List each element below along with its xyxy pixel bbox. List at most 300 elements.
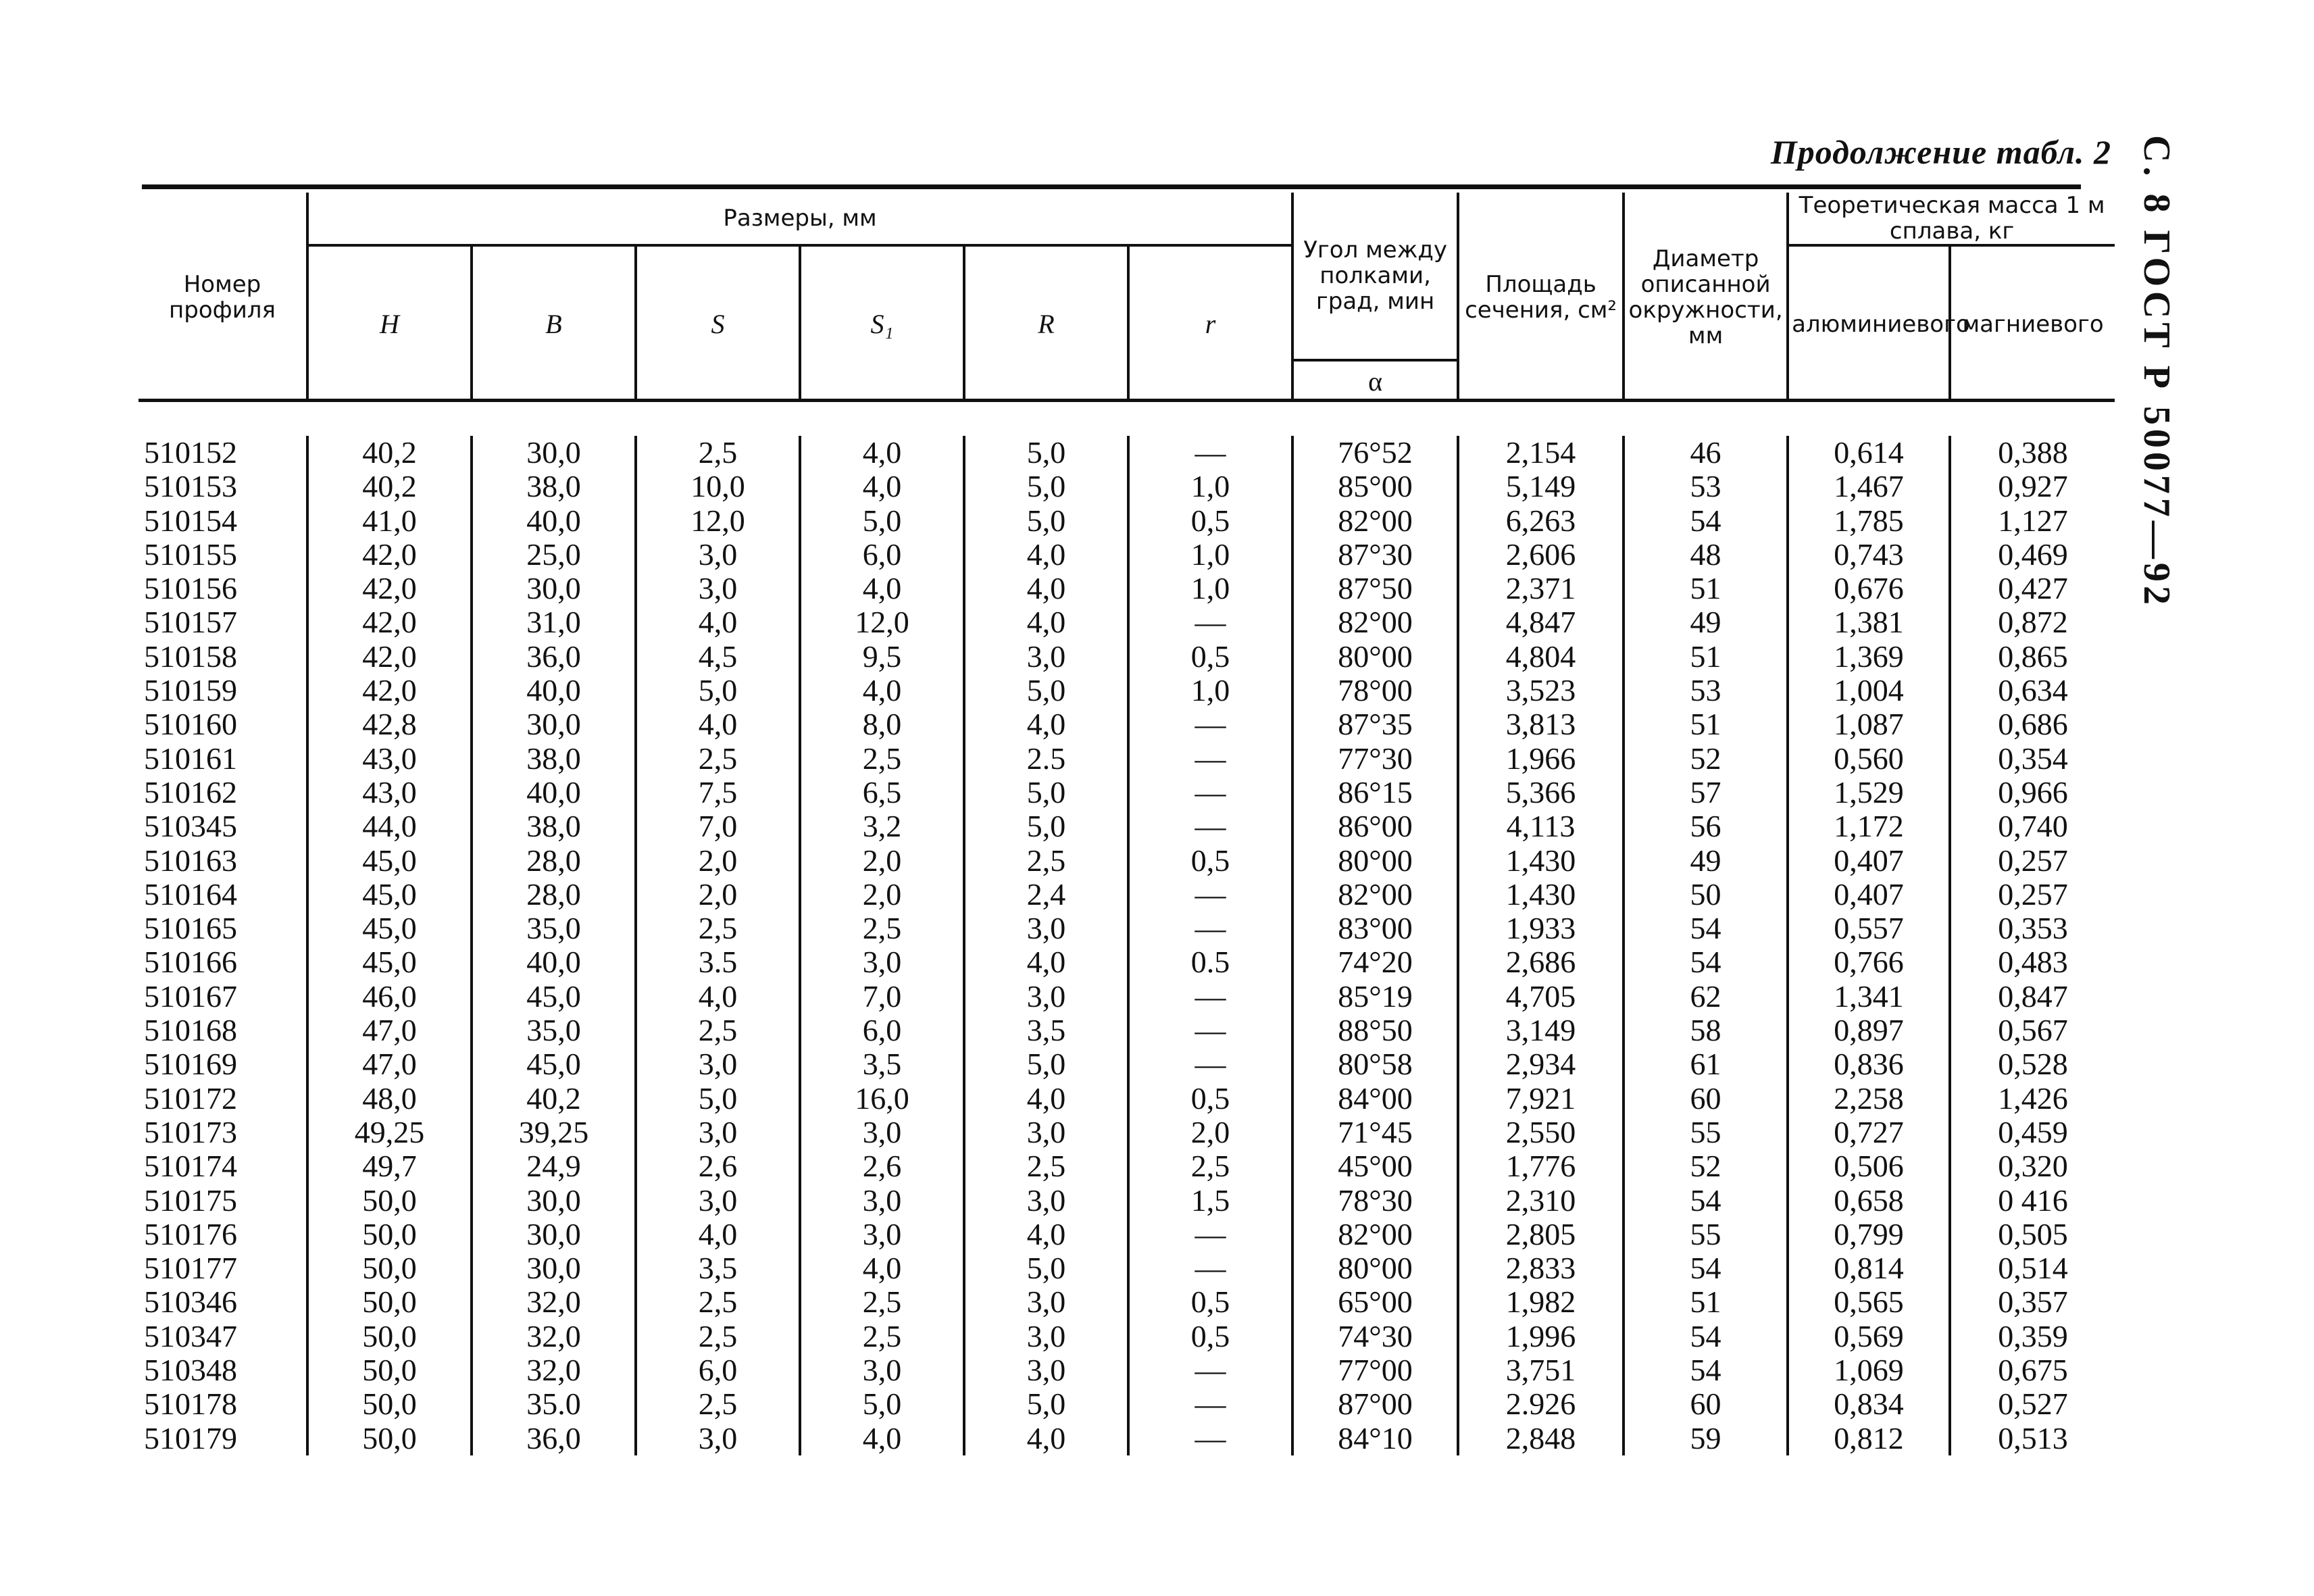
cell-small-r: — bbox=[1128, 878, 1292, 912]
cell-mass-aluminum: 1,369 bbox=[1788, 640, 1950, 674]
table-row bbox=[139, 1387, 2115, 1421]
cell-diameter: 51 bbox=[1624, 572, 1788, 605]
cell-diameter: 55 bbox=[1624, 1218, 1788, 1251]
cell-h: 50,0 bbox=[307, 1422, 472, 1455]
cell-profile-number: 510167 bbox=[144, 978, 237, 1014]
cell-b: 30,0 bbox=[472, 572, 636, 605]
cell-s1: 3,0 bbox=[800, 1116, 964, 1149]
cell-small-r: — bbox=[1128, 1422, 1292, 1455]
cell-diameter: 59 bbox=[1624, 1422, 1788, 1455]
cell-diameter: 56 bbox=[1624, 809, 1788, 843]
cell-h: 45,0 bbox=[307, 878, 472, 912]
cell-s1: 9,5 bbox=[800, 640, 964, 674]
cell-s1: 3,0 bbox=[800, 1218, 964, 1251]
cell-mass-aluminum: 1,087 bbox=[1788, 707, 1950, 741]
cell-angle: 82°00 bbox=[1292, 1218, 1458, 1251]
table-row bbox=[139, 844, 2115, 878]
header-aluminum: алюминиевого bbox=[1788, 245, 1950, 402]
cell-mass-magnesium: 0,359 bbox=[1950, 1320, 2115, 1353]
cell-diameter: 51 bbox=[1624, 640, 1788, 674]
cell-profile-number: 510163 bbox=[144, 843, 237, 878]
cell-mass-magnesium: 0,527 bbox=[1950, 1387, 2115, 1421]
cell-angle: 77°30 bbox=[1292, 742, 1458, 776]
cell-angle: 77°00 bbox=[1292, 1353, 1458, 1387]
cell-small-r: — bbox=[1128, 1387, 1292, 1421]
cell-mass-magnesium: 0,459 bbox=[1950, 1116, 2115, 1149]
cell-s1: 4,0 bbox=[800, 674, 964, 707]
cell-h: 44,0 bbox=[307, 809, 472, 843]
cell-profile-number: 510164 bbox=[144, 876, 237, 912]
cell-area: 1,430 bbox=[1458, 844, 1624, 878]
cell-s: 4,0 bbox=[636, 707, 800, 741]
cell-profile-number: 510155 bbox=[144, 537, 237, 572]
header-alpha: α bbox=[1292, 360, 1458, 402]
cell-big-r: 5,0 bbox=[964, 1251, 1128, 1285]
cell-s: 2,5 bbox=[636, 1387, 800, 1421]
cell-mass-aluminum: 0,799 bbox=[1788, 1218, 1950, 1251]
cell-profile-number: 510174 bbox=[144, 1149, 237, 1184]
cell-mass-aluminum: 0,407 bbox=[1788, 844, 1950, 878]
cell-mass-magnesium: 0,357 bbox=[1950, 1285, 2115, 1319]
header-theoretical-mass: Теоретическая масса 1 м сплава, кг bbox=[1788, 193, 2115, 245]
cell-s: 2,0 bbox=[636, 844, 800, 878]
table-row bbox=[139, 1014, 2115, 1047]
cell-profile-number: 510175 bbox=[144, 1182, 237, 1218]
cell-s1: 12,0 bbox=[800, 605, 964, 639]
cell-b: 30,0 bbox=[472, 707, 636, 741]
cell-diameter: 48 bbox=[1624, 538, 1788, 572]
cell-angle: 87°30 bbox=[1292, 538, 1458, 572]
cell-area: 4,804 bbox=[1458, 640, 1624, 674]
cell-s: 2,5 bbox=[636, 1014, 800, 1047]
cell-s: 7,5 bbox=[636, 776, 800, 809]
cell-big-r: 2.5 bbox=[964, 742, 1128, 776]
cell-angle: 78°00 bbox=[1292, 674, 1458, 707]
table-row bbox=[139, 1320, 2115, 1353]
cell-h: 45,0 bbox=[307, 945, 472, 979]
cell-b: 35,0 bbox=[472, 1014, 636, 1047]
cell-b: 38,0 bbox=[472, 809, 636, 843]
header-H: H bbox=[307, 245, 472, 402]
cell-h: 40,2 bbox=[307, 470, 472, 503]
cell-area: 2,934 bbox=[1458, 1047, 1624, 1081]
cell-big-r: 4,0 bbox=[964, 572, 1128, 605]
cell-profile-number: 510168 bbox=[144, 1013, 237, 1048]
cell-b: 35,0 bbox=[472, 912, 636, 945]
header-B: B bbox=[472, 245, 636, 402]
cell-diameter: 60 bbox=[1624, 1387, 1788, 1421]
cell-b: 36,0 bbox=[472, 1422, 636, 1455]
cell-big-r: 3,0 bbox=[964, 912, 1128, 945]
cell-angle: 65°00 bbox=[1292, 1285, 1458, 1319]
cell-big-r: 3,5 bbox=[964, 1014, 1128, 1047]
cell-mass-magnesium: 1,127 bbox=[1950, 504, 2115, 538]
cell-angle: 87°50 bbox=[1292, 572, 1458, 605]
cell-s1: 3,0 bbox=[800, 945, 964, 979]
cell-s1: 6,0 bbox=[800, 538, 964, 572]
cell-h: 45,0 bbox=[307, 912, 472, 945]
cell-h: 42,0 bbox=[307, 640, 472, 674]
cell-big-r: 4,0 bbox=[964, 1082, 1128, 1116]
cell-big-r: 5,0 bbox=[964, 1047, 1128, 1081]
cell-mass-aluminum: 0,836 bbox=[1788, 1047, 1950, 1081]
cell-s: 12,0 bbox=[636, 504, 800, 538]
cell-h: 46,0 bbox=[307, 980, 472, 1014]
cell-b: 38,0 bbox=[472, 742, 636, 776]
table-row bbox=[139, 1251, 2115, 1285]
cell-mass-aluminum: 0,560 bbox=[1788, 742, 1950, 776]
cell-small-r: 0.5 bbox=[1128, 945, 1292, 979]
cell-area: 3,751 bbox=[1458, 1353, 1624, 1387]
cell-area: 1,430 bbox=[1458, 878, 1624, 912]
cell-angle: 82°00 bbox=[1292, 605, 1458, 639]
cell-small-r: 0,5 bbox=[1128, 1320, 1292, 1353]
table-row bbox=[139, 980, 2115, 1014]
cell-b: 45,0 bbox=[472, 980, 636, 1014]
cell-mass-aluminum: 1,004 bbox=[1788, 674, 1950, 707]
cell-area: 2,686 bbox=[1458, 945, 1624, 979]
cell-h: 42,0 bbox=[307, 572, 472, 605]
cell-s: 2,5 bbox=[636, 436, 800, 470]
cell-mass-magnesium: 0,927 bbox=[1950, 470, 2115, 503]
cell-profile-number: 510169 bbox=[144, 1047, 237, 1082]
table-row bbox=[139, 470, 2115, 503]
cell-big-r: 2,4 bbox=[964, 878, 1128, 912]
table-row bbox=[139, 436, 2115, 470]
cell-s1: 2,5 bbox=[800, 742, 964, 776]
cell-b: 39,25 bbox=[472, 1116, 636, 1149]
cell-area: 2,848 bbox=[1458, 1422, 1624, 1455]
cell-b: 32,0 bbox=[472, 1320, 636, 1353]
cell-small-r: 0,5 bbox=[1128, 504, 1292, 538]
cell-mass-aluminum: 0,727 bbox=[1788, 1116, 1950, 1149]
cell-angle: 86°00 bbox=[1292, 809, 1458, 843]
cell-small-r: — bbox=[1128, 1251, 1292, 1285]
cell-b: 45,0 bbox=[472, 1047, 636, 1081]
cell-big-r: 5,0 bbox=[964, 436, 1128, 470]
cell-diameter: 54 bbox=[1624, 504, 1788, 538]
cell-s1: 2,5 bbox=[800, 1320, 964, 1353]
cell-h: 50,0 bbox=[307, 1184, 472, 1218]
cell-s: 3,0 bbox=[636, 1116, 800, 1149]
table-row bbox=[139, 605, 2115, 639]
cell-area: 6,263 bbox=[1458, 504, 1624, 538]
cell-area: 2,550 bbox=[1458, 1116, 1624, 1149]
cell-s: 2,6 bbox=[636, 1149, 800, 1183]
cell-mass-magnesium: 0,634 bbox=[1950, 674, 2115, 707]
cell-b: 35.0 bbox=[472, 1387, 636, 1421]
cell-b: 40,0 bbox=[472, 776, 636, 809]
cell-profile-number: 510156 bbox=[144, 571, 237, 606]
cell-area: 3,149 bbox=[1458, 1014, 1624, 1047]
cell-mass-aluminum: 2,258 bbox=[1788, 1082, 1950, 1116]
cell-s1: 3,0 bbox=[800, 1353, 964, 1387]
cell-diameter: 52 bbox=[1624, 742, 1788, 776]
cell-big-r: 5,0 bbox=[964, 674, 1128, 707]
cell-s: 2,5 bbox=[636, 912, 800, 945]
cell-s: 3,0 bbox=[636, 1047, 800, 1081]
cell-mass-magnesium: 0,483 bbox=[1950, 945, 2115, 979]
cell-profile-number: 510348 bbox=[144, 1353, 237, 1388]
cell-h: 50,0 bbox=[307, 1285, 472, 1319]
cell-small-r: — bbox=[1128, 707, 1292, 741]
cell-big-r: 2,5 bbox=[964, 1149, 1128, 1183]
cell-small-r: 0,5 bbox=[1128, 1285, 1292, 1319]
page-header-standard: С. 8 ГОСТ Р 50077—92 bbox=[2136, 135, 2178, 609]
cell-small-r: — bbox=[1128, 742, 1292, 776]
cell-mass-magnesium: 0,513 bbox=[1950, 1422, 2115, 1455]
cell-area: 3,523 bbox=[1458, 674, 1624, 707]
cell-mass-aluminum: 0,565 bbox=[1788, 1285, 1950, 1319]
cell-profile-number: 510173 bbox=[144, 1114, 237, 1149]
cell-profile-number: 510178 bbox=[144, 1387, 237, 1422]
cell-angle: 85°00 bbox=[1292, 470, 1458, 503]
header-R: R bbox=[964, 245, 1128, 402]
cell-area: 2,805 bbox=[1458, 1218, 1624, 1251]
cell-diameter: 54 bbox=[1624, 1251, 1788, 1285]
cell-mass-aluminum: 0,834 bbox=[1788, 1387, 1950, 1421]
cell-big-r: 5,0 bbox=[964, 809, 1128, 843]
cell-profile-number: 510154 bbox=[144, 503, 237, 538]
table-row bbox=[139, 1422, 2115, 1455]
header-S1: S₁ bbox=[800, 245, 964, 402]
table-row bbox=[139, 504, 2115, 538]
cell-mass-magnesium: 0,257 bbox=[1950, 878, 2115, 912]
cell-h: 42,0 bbox=[307, 538, 472, 572]
cell-diameter: 53 bbox=[1624, 674, 1788, 707]
cell-s1: 4,0 bbox=[800, 1251, 964, 1285]
cell-big-r: 5,0 bbox=[964, 470, 1128, 503]
cell-angle: 87°00 bbox=[1292, 1387, 1458, 1421]
header-bottom-rule bbox=[139, 399, 2115, 402]
cell-angle: 84°00 bbox=[1292, 1082, 1458, 1116]
cell-mass-magnesium: 0,847 bbox=[1950, 980, 2115, 1014]
cell-s: 2,5 bbox=[636, 1285, 800, 1319]
cell-big-r: 3,0 bbox=[964, 1116, 1128, 1149]
cell-angle: 78°30 bbox=[1292, 1184, 1458, 1218]
table-caption: Продолжение табл. 2 bbox=[1770, 133, 2111, 171]
cell-h: 47,0 bbox=[307, 1014, 472, 1047]
cell-s1: 4,0 bbox=[800, 1422, 964, 1455]
cell-h: 45,0 bbox=[307, 844, 472, 878]
cell-profile-number: 510177 bbox=[144, 1251, 237, 1286]
table-row bbox=[139, 640, 2115, 674]
cell-profile-number: 510161 bbox=[144, 741, 237, 776]
header-diameter: Диаметр описанной окружности, мм bbox=[1624, 193, 1788, 402]
cell-s: 3,0 bbox=[636, 538, 800, 572]
cell-mass-magnesium: 0,353 bbox=[1950, 912, 2115, 945]
cell-mass-aluminum: 0,557 bbox=[1788, 912, 1950, 945]
cell-small-r: — bbox=[1128, 912, 1292, 945]
cell-small-r: 1,0 bbox=[1128, 470, 1292, 503]
cell-profile-number: 510179 bbox=[144, 1420, 237, 1455]
cell-b: 36,0 bbox=[472, 640, 636, 674]
cell-big-r: 3,0 bbox=[964, 640, 1128, 674]
cell-diameter: 51 bbox=[1624, 707, 1788, 741]
cell-mass-aluminum: 1,467 bbox=[1788, 470, 1950, 503]
cell-big-r: 5,0 bbox=[964, 1387, 1128, 1421]
cell-s: 7,0 bbox=[636, 809, 800, 843]
table-header bbox=[139, 193, 2115, 402]
cell-diameter: 54 bbox=[1624, 1184, 1788, 1218]
cell-small-r: 2,0 bbox=[1128, 1116, 1292, 1149]
cell-small-r: — bbox=[1128, 1353, 1292, 1387]
cell-s1: 3,2 bbox=[800, 809, 964, 843]
table-row bbox=[139, 707, 2115, 741]
cell-small-r: 0,5 bbox=[1128, 1082, 1292, 1116]
header-r: r bbox=[1128, 245, 1292, 402]
cell-s1: 4,0 bbox=[800, 436, 964, 470]
cell-h: 49,7 bbox=[307, 1149, 472, 1183]
cell-h: 50,0 bbox=[307, 1387, 472, 1421]
cell-profile-number: 510159 bbox=[144, 673, 237, 708]
cell-profile-number: 510152 bbox=[144, 435, 237, 470]
table-row bbox=[139, 1116, 2115, 1149]
cell-b: 31,0 bbox=[472, 605, 636, 639]
cell-b: 40,2 bbox=[472, 1082, 636, 1116]
cell-diameter: 50 bbox=[1624, 878, 1788, 912]
cell-small-r: — bbox=[1128, 776, 1292, 809]
header-angle: Угол между полками, град, мин bbox=[1292, 193, 1458, 360]
cell-s1: 4,0 bbox=[800, 572, 964, 605]
cell-s: 10,0 bbox=[636, 470, 800, 503]
table-row bbox=[139, 1047, 2115, 1081]
cell-diameter: 57 bbox=[1624, 776, 1788, 809]
cell-mass-aluminum: 0,897 bbox=[1788, 1014, 1950, 1047]
cell-area: 2,154 bbox=[1458, 436, 1624, 470]
cell-angle: 80°00 bbox=[1292, 844, 1458, 878]
cell-small-r: — bbox=[1128, 980, 1292, 1014]
cell-angle: 85°19 bbox=[1292, 980, 1458, 1014]
cell-s1: 2,0 bbox=[800, 878, 964, 912]
cell-mass-magnesium: 0,966 bbox=[1950, 776, 2115, 809]
cell-diameter: 58 bbox=[1624, 1014, 1788, 1047]
cell-small-r: — bbox=[1128, 1014, 1292, 1047]
cell-area: 2,833 bbox=[1458, 1251, 1624, 1285]
cell-s1: 16,0 bbox=[800, 1082, 964, 1116]
table-row bbox=[139, 538, 2115, 572]
cell-s1: 6,0 bbox=[800, 1014, 964, 1047]
table-row bbox=[139, 742, 2115, 776]
cell-angle: 80°58 bbox=[1292, 1047, 1458, 1081]
cell-angle: 86°15 bbox=[1292, 776, 1458, 809]
cell-area: 7,921 bbox=[1458, 1082, 1624, 1116]
cell-profile-number: 510165 bbox=[144, 911, 237, 946]
cell-h: 50,0 bbox=[307, 1218, 472, 1251]
cell-s: 3,5 bbox=[636, 1251, 800, 1285]
cell-diameter: 60 bbox=[1624, 1082, 1788, 1116]
cell-profile-number: 510345 bbox=[144, 809, 237, 844]
table-row bbox=[139, 1353, 2115, 1387]
cell-mass-aluminum: 0,812 bbox=[1788, 1422, 1950, 1455]
cell-diameter: 49 bbox=[1624, 844, 1788, 878]
cell-h: 49,25 bbox=[307, 1116, 472, 1149]
cell-big-r: 3,0 bbox=[964, 1285, 1128, 1319]
cell-s: 6,0 bbox=[636, 1353, 800, 1387]
cell-s: 3,0 bbox=[636, 1184, 800, 1218]
cell-s: 2,5 bbox=[636, 742, 800, 776]
cell-mass-magnesium: 0,528 bbox=[1950, 1047, 2115, 1081]
cell-area: 5,149 bbox=[1458, 470, 1624, 503]
header-dimensions: Размеры, мм bbox=[307, 193, 1292, 245]
cell-big-r: 4,0 bbox=[964, 538, 1128, 572]
cell-mass-aluminum: 1,341 bbox=[1788, 980, 1950, 1014]
cell-area: 1,933 bbox=[1458, 912, 1624, 945]
cell-small-r: — bbox=[1128, 605, 1292, 639]
cell-mass-magnesium: 0,872 bbox=[1950, 605, 2115, 639]
table-row bbox=[139, 572, 2115, 605]
cell-big-r: 3,0 bbox=[964, 1184, 1128, 1218]
cell-angle: 88°50 bbox=[1292, 1014, 1458, 1047]
cell-area: 1,966 bbox=[1458, 742, 1624, 776]
cell-h: 42,0 bbox=[307, 674, 472, 707]
cell-area: 4,847 bbox=[1458, 605, 1624, 639]
cell-area: 1,982 bbox=[1458, 1285, 1624, 1319]
cell-small-r: 1,0 bbox=[1128, 538, 1292, 572]
cell-mass-magnesium: 0,740 bbox=[1950, 809, 2115, 843]
table-row bbox=[139, 1082, 2115, 1116]
cell-diameter: 49 bbox=[1624, 605, 1788, 639]
cell-profile-number: 510162 bbox=[144, 774, 237, 809]
cell-small-r: 1,0 bbox=[1128, 572, 1292, 605]
cell-area: 2.926 bbox=[1458, 1387, 1624, 1421]
cell-small-r: 0,5 bbox=[1128, 844, 1292, 878]
cell-big-r: 2,5 bbox=[964, 844, 1128, 878]
cell-small-r: 1,0 bbox=[1128, 674, 1292, 707]
cell-big-r: 4,0 bbox=[964, 1218, 1128, 1251]
top-rule bbox=[142, 184, 2081, 189]
cell-angle: 83°00 bbox=[1292, 912, 1458, 945]
header-area: Площадь сечения, см² bbox=[1458, 193, 1624, 402]
cell-diameter: 54 bbox=[1624, 945, 1788, 979]
cell-h: 43,0 bbox=[307, 742, 472, 776]
cell-s: 5,0 bbox=[636, 1082, 800, 1116]
cell-h: 50,0 bbox=[307, 1251, 472, 1285]
cell-mass-magnesium: 0,514 bbox=[1950, 1251, 2115, 1285]
cell-mass-magnesium: 1,426 bbox=[1950, 1082, 2115, 1116]
cell-mass-aluminum: 1,529 bbox=[1788, 776, 1950, 809]
table-row bbox=[139, 878, 2115, 912]
cell-b: 30,0 bbox=[472, 1251, 636, 1285]
cell-profile-number: 510158 bbox=[144, 639, 237, 674]
cell-area: 3,813 bbox=[1458, 707, 1624, 741]
cell-s1: 2,5 bbox=[800, 1285, 964, 1319]
cell-diameter: 51 bbox=[1624, 1285, 1788, 1319]
cell-h: 50,0 bbox=[307, 1353, 472, 1387]
cell-s1: 7,0 bbox=[800, 980, 964, 1014]
cell-s: 2,0 bbox=[636, 878, 800, 912]
cell-mass-magnesium: 0,505 bbox=[1950, 1218, 2115, 1251]
cell-small-r: 2,5 bbox=[1128, 1149, 1292, 1183]
cell-mass-aluminum: 0,407 bbox=[1788, 878, 1950, 912]
cell-h: 42,0 bbox=[307, 605, 472, 639]
cell-mass-aluminum: 0,506 bbox=[1788, 1149, 1950, 1183]
cell-b: 30,0 bbox=[472, 1184, 636, 1218]
table-row bbox=[139, 1218, 2115, 1251]
cell-small-r: — bbox=[1128, 1218, 1292, 1251]
cell-s: 4,5 bbox=[636, 640, 800, 674]
cell-diameter: 54 bbox=[1624, 1353, 1788, 1387]
cell-b: 28,0 bbox=[472, 844, 636, 878]
cell-small-r: — bbox=[1128, 1047, 1292, 1081]
cell-s1: 3,5 bbox=[800, 1047, 964, 1081]
cell-profile-number: 510160 bbox=[144, 707, 237, 742]
cell-mass-aluminum: 0,766 bbox=[1788, 945, 1950, 979]
cell-profile-number: 510176 bbox=[144, 1216, 237, 1251]
cell-area: 2,371 bbox=[1458, 572, 1624, 605]
cell-profile-number: 510346 bbox=[144, 1285, 237, 1320]
cell-diameter: 52 bbox=[1624, 1149, 1788, 1183]
